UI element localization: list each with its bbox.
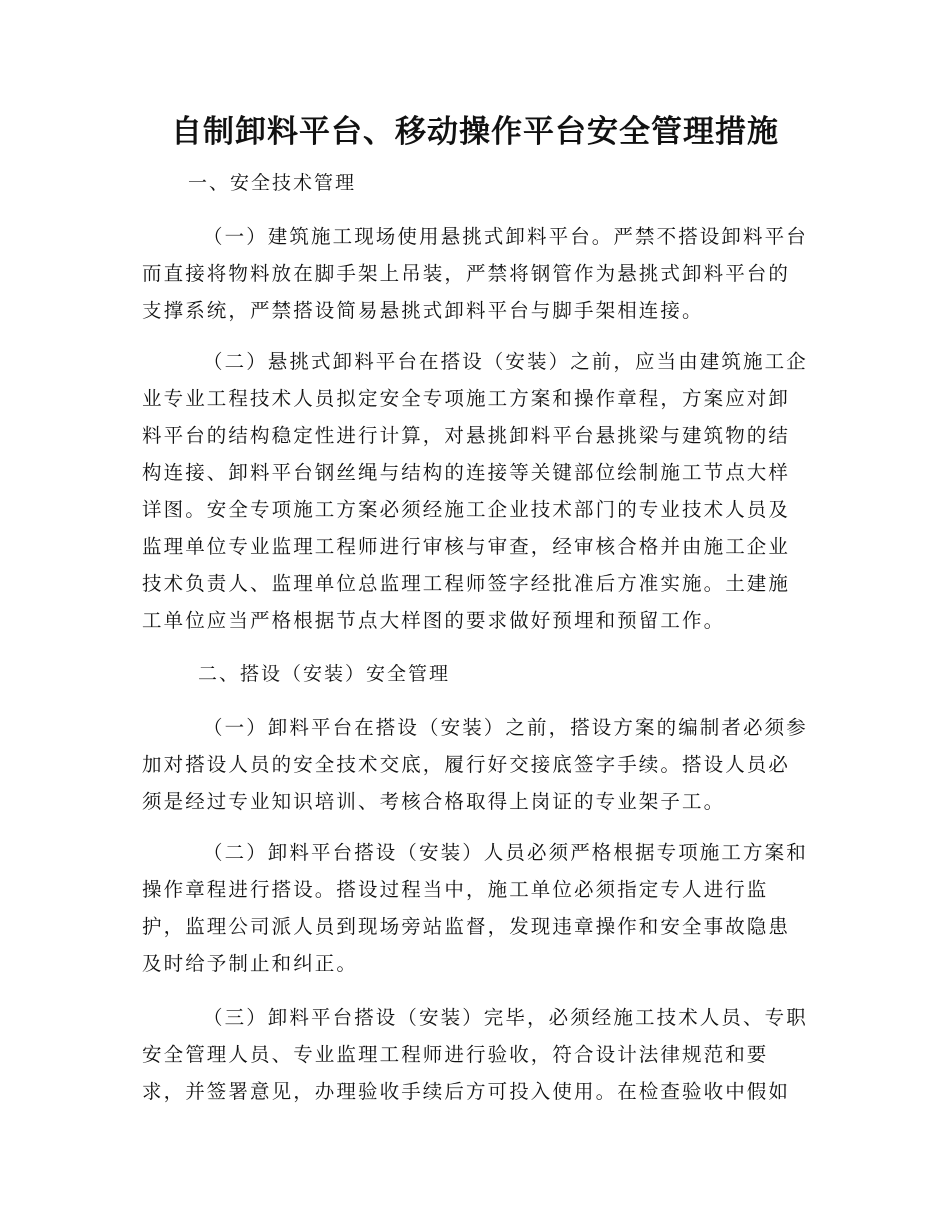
paragraph-line: 料平台的结构稳定性进行计算，对悬挑卸料平台悬挑梁与建筑物的结 xyxy=(142,424,791,447)
paragraph-line: （三）卸料平台搭设（安装）完毕，必须经施工技术人员、专职 xyxy=(203,1006,808,1029)
paragraph-line: 求，并签署意见，办理验收手续后方可投入使用。在检查验收中假如 xyxy=(142,1080,791,1103)
document-title: 自制卸料平台、移动操作平台安全管理措施 xyxy=(171,114,779,150)
paragraph-line: 业专业工程技术人员拟定安全专项施工方案和操作章程，方案应对卸 xyxy=(142,387,791,410)
paragraph-line: 详图。安全专项施工方案必须经施工企业技术部门的专业技术人员及 xyxy=(142,498,791,521)
paragraph-2-3 xyxy=(142,999,822,1110)
paragraph-line: 须是经过专业知识培训、考核合格取得上岗证的专业架子工。 xyxy=(142,790,726,813)
paragraph-line: 安全管理人员、专业监理工程师进行验收，符合设计法律规范和要 xyxy=(142,1043,769,1066)
paragraph-line: （二）悬挑式卸料平台在搭设（安装）之前，应当由建筑施工企 xyxy=(203,350,808,373)
section-heading-1: 一、安全技术管理 xyxy=(188,172,357,194)
paragraph-1-1 xyxy=(142,218,822,329)
paragraph-1-2 xyxy=(142,343,822,639)
section-heading-2: 二、搭设（安装）安全管理 xyxy=(198,663,451,685)
paragraph-line: 及时给予制止和纠正。 xyxy=(142,952,359,975)
paragraph-line: 护，监理公司派人员到现场旁站监督，发现违章操作和安全事故隐患 xyxy=(142,915,791,938)
paragraph-2-2 xyxy=(142,834,822,982)
paragraph-line: （二）卸料平台搭设（安装）人员必须严格根据专项施工方案和 xyxy=(203,841,808,864)
paragraph-line: 而直接将物料放在脚手架上吊装，严禁将钢管作为悬挑式卸料平台的 xyxy=(142,262,791,285)
paragraph-line: 技术负责人、监理单位总监理工程师签字经批准后方准实施。土建施 xyxy=(142,572,791,595)
paragraph-2-1 xyxy=(142,709,822,820)
paragraph-line: （一）卸料平台在搭设（安装）之前，搭设方案的编制者必须参 xyxy=(203,716,808,739)
paragraph-line: 操作章程进行搭设。搭设过程当中，施工单位必须指定专人进行监 xyxy=(142,878,769,901)
paragraph-line: 加对搭设人员的安全技术交底，履行好交接底签字手续。搭设人员必 xyxy=(142,753,791,776)
paragraph-line: 支撑系统，严禁搭设简易悬挑式卸料平台与脚手架相连接。 xyxy=(142,299,704,322)
paragraph-line: 监理单位专业监理工程师进行审核与审查，经审核合格并由施工企业 xyxy=(142,535,791,558)
paragraph-line: 构连接、卸料平台钢丝绳与结构的连接等关键部位绘制施工节点大样 xyxy=(142,461,791,484)
paragraph-line: 工单位应当严格根据节点大样图的要求做好预埋和预留工作。 xyxy=(142,609,726,632)
paragraph-line: （一）建筑施工现场使用悬挑式卸料平台。严禁不搭设卸料平台 xyxy=(203,225,808,248)
